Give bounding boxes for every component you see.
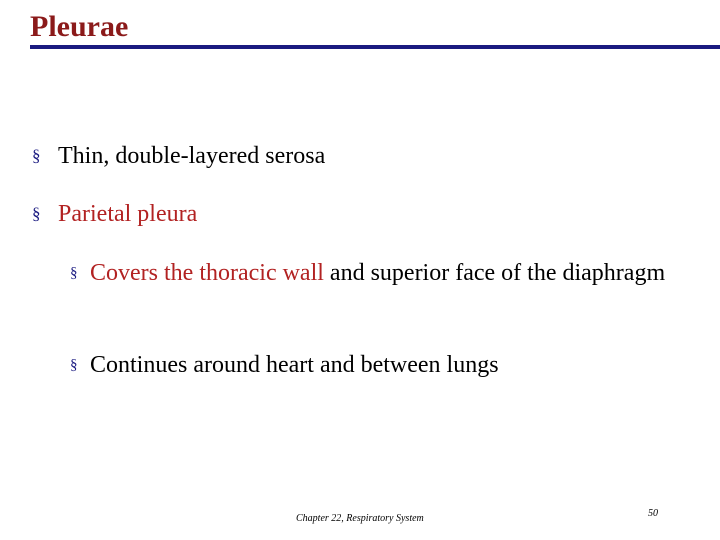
footer-caption: Chapter 22, Respiratory System xyxy=(296,513,424,524)
bullet-marker-icon: § xyxy=(32,146,41,165)
sub-bullet-text: Continues around heart and between lungs xyxy=(90,352,499,378)
sub-bullet-item-covers xyxy=(70,259,670,288)
bullet-item-serosa xyxy=(32,142,692,170)
page-number: 50 xyxy=(648,508,658,519)
sub-bullet-item-continues xyxy=(70,351,670,380)
title-underline xyxy=(30,45,720,49)
bullet-item-parietal-pleura xyxy=(32,200,692,228)
sub-bullet-marker-icon: § xyxy=(70,265,78,281)
sub-bullet-text xyxy=(90,259,665,288)
slide-title: Pleurae xyxy=(30,10,129,43)
bullet-marker-icon: § xyxy=(32,204,41,223)
bullet-text: Parietal pleura xyxy=(58,201,198,227)
sub-bullet-marker-icon: § xyxy=(70,357,78,373)
sub-bullet-highlight: Covers the thoracic wall xyxy=(90,260,324,286)
sub-bullet-rest: and superior face of the diaphragm xyxy=(323,260,666,286)
bullet-text: Thin, double-layered serosa xyxy=(58,143,326,169)
